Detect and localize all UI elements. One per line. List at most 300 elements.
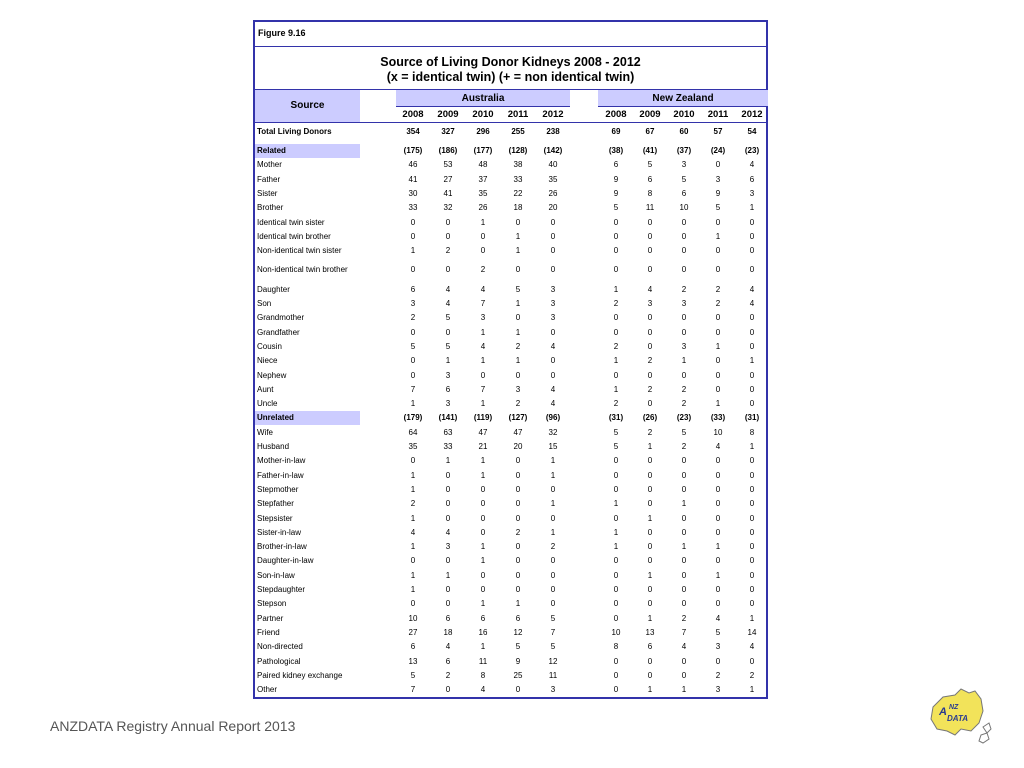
year-header: 2008 [605, 109, 627, 120]
cell-new-zealand-2012: 0 [749, 341, 755, 351]
cell-australia-2011: 0 [515, 685, 521, 695]
cell-australia-2008: 0 [410, 599, 416, 609]
cell-australia-2011: 1 [515, 246, 521, 256]
cell-australia-2009: 4 [445, 527, 451, 537]
row-label: Father [257, 174, 281, 184]
cell-australia-2008: 64 [408, 427, 418, 437]
cell-new-zealand-2010: 2 [681, 399, 687, 409]
cell-new-zealand-2012: 0 [749, 499, 755, 509]
cell-australia-2009: 3 [445, 399, 451, 409]
cell-australia-2012: 0 [550, 370, 556, 380]
table-row [255, 173, 766, 187]
cell-new-zealand-2011: 0 [715, 217, 721, 227]
cell-australia-2009: 5 [445, 313, 451, 323]
cell-new-zealand-2009: 0 [647, 585, 653, 594]
cell-australia-2009: 2 [445, 670, 451, 680]
cell-new-zealand-2012: 1 [749, 356, 755, 366]
cell-new-zealand-2012: 1 [749, 442, 755, 451]
row-label: Cousin [257, 341, 282, 351]
cell-australia-2008: 0 [410, 556, 416, 566]
cell-australia-2010: 0 [480, 484, 486, 494]
cell-australia-2008: 354 [406, 127, 420, 136]
cell-new-zealand-2008: 1 [613, 384, 619, 394]
cell-new-zealand-2008: 2 [613, 399, 619, 409]
year-header: 2009 [437, 109, 459, 120]
cell-australia-2008: 27 [408, 627, 418, 637]
group-header-new-zealand: New Zealand [652, 93, 714, 104]
cell-australia-2011: 5 [515, 642, 521, 652]
table-row [255, 583, 766, 597]
cell-australia-2011: 18 [513, 203, 523, 213]
cell-new-zealand-2011: 0 [715, 556, 721, 566]
table-row [255, 640, 766, 654]
cell-australia-2012: 0 [550, 356, 556, 366]
year-header: 2011 [507, 109, 529, 120]
row-label: Sister-in-law [257, 527, 302, 537]
cell-new-zealand-2010: 10 [679, 203, 689, 213]
cell-australia-2011: 9 [515, 656, 521, 666]
table-row [255, 454, 766, 468]
anzdata-logo-icon [925, 685, 1000, 750]
cell-new-zealand-2010: 7 [681, 627, 687, 637]
cell-new-zealand-2009: 0 [647, 231, 653, 241]
cell-australia-2011: 1 [515, 299, 521, 308]
cell-australia-2008: (179) [403, 413, 423, 423]
cell-new-zealand-2010: 3 [681, 341, 687, 351]
row-label: Non-directed [257, 642, 303, 652]
cell-australia-2011: 0 [515, 556, 521, 566]
cell-new-zealand-2010: 0 [681, 527, 687, 537]
row-label: Non-identical twin sister [257, 246, 342, 256]
row-label: Aunt [257, 384, 274, 394]
cell-new-zealand-2008: 0 [613, 313, 619, 323]
cell-new-zealand-2008: (31) [608, 413, 624, 423]
cell-new-zealand-2009: (26) [642, 413, 658, 423]
svg-text:NZ: NZ [949, 704, 959, 711]
cell-australia-2012: 0 [550, 570, 556, 580]
cell-australia-2012: 32 [548, 427, 558, 437]
table-row [255, 397, 766, 411]
cell-new-zealand-2008: 1 [613, 284, 619, 294]
cell-new-zealand-2012: 2 [749, 670, 755, 680]
cell-new-zealand-2011: 0 [715, 313, 721, 323]
cell-new-zealand-2010: 0 [681, 585, 687, 594]
table-row [255, 497, 766, 511]
cell-australia-2009: 0 [445, 231, 451, 241]
cell-new-zealand-2008: 0 [613, 613, 619, 623]
cell-australia-2008: 13 [408, 656, 418, 666]
cell-australia-2010: 16 [478, 627, 488, 637]
cell-new-zealand-2011: 9 [715, 188, 721, 198]
row-label: Son-in-law [257, 570, 295, 580]
svg-text:DATA: DATA [947, 714, 969, 723]
cell-australia-2010: 8 [480, 670, 486, 680]
cell-australia-2010: 1 [480, 399, 486, 409]
cell-australia-2009: 32 [443, 203, 453, 213]
row-label: Stepmother [257, 484, 299, 494]
cell-new-zealand-2012: 0 [749, 399, 755, 409]
cell-australia-2012: 2 [550, 542, 556, 552]
cell-australia-2009: 0 [445, 685, 451, 695]
cell-australia-2008: 0 [410, 370, 416, 380]
table-row [255, 612, 766, 626]
cell-new-zealand-2009: (41) [642, 146, 658, 155]
cell-new-zealand-2010: 2 [681, 384, 687, 394]
table-row [255, 683, 766, 697]
cell-new-zealand-2012: (23) [744, 146, 760, 155]
cell-australia-2008: 0 [410, 456, 416, 466]
cell-new-zealand-2009: 1 [647, 570, 653, 580]
cell-australia-2012: 0 [550, 599, 556, 609]
cell-new-zealand-2011: 0 [715, 484, 721, 494]
cell-new-zealand-2008: 1 [613, 356, 619, 366]
cell-new-zealand-2008: 0 [613, 513, 619, 523]
cell-australia-2010: 3 [480, 313, 486, 323]
cell-australia-2011: 0 [515, 542, 521, 552]
cell-australia-2008: 2 [410, 313, 416, 323]
row-label: Uncle [257, 399, 278, 409]
cell-new-zealand-2009: 0 [647, 265, 653, 275]
cell-new-zealand-2012: 0 [749, 265, 755, 275]
cell-new-zealand-2010: 0 [681, 656, 687, 666]
cell-australia-2009: 6 [445, 656, 451, 666]
cell-australia-2012: 15 [548, 442, 558, 451]
cell-new-zealand-2008: 5 [613, 442, 619, 451]
figure-label: Figure 9.16 [258, 28, 306, 38]
cell-new-zealand-2011: (24) [710, 146, 726, 155]
cell-new-zealand-2012: 6 [749, 174, 755, 184]
cell-new-zealand-2009: 0 [647, 542, 653, 552]
cell-new-zealand-2011: (33) [710, 413, 726, 423]
row-label: Grandmother [257, 313, 305, 323]
cell-australia-2010: 35 [478, 188, 488, 198]
cell-new-zealand-2008: 0 [613, 556, 619, 566]
cell-new-zealand-2010: 1 [681, 542, 687, 552]
cell-new-zealand-2012: 0 [749, 484, 755, 494]
cell-australia-2012: 11 [548, 670, 558, 680]
cell-new-zealand-2008: 0 [613, 231, 619, 241]
cell-australia-2008: 0 [410, 327, 416, 337]
cell-new-zealand-2008: 5 [613, 203, 619, 213]
cell-new-zealand-2011: 2 [715, 299, 721, 308]
cell-new-zealand-2008: (38) [608, 146, 624, 155]
cell-australia-2008: 1 [410, 542, 416, 552]
cell-new-zealand-2009: 3 [647, 299, 653, 308]
cell-new-zealand-2011: 0 [715, 370, 721, 380]
cell-new-zealand-2010: 0 [681, 599, 687, 609]
cell-new-zealand-2011: 0 [715, 327, 721, 337]
cell-new-zealand-2009: 0 [647, 670, 653, 680]
cell-australia-2011: 22 [513, 188, 523, 198]
cell-australia-2008: 1 [410, 399, 416, 409]
cell-new-zealand-2008: 0 [613, 685, 619, 695]
cell-australia-2008: 46 [408, 160, 418, 170]
cell-new-zealand-2011: 10 [713, 427, 723, 437]
cell-new-zealand-2010: 0 [681, 246, 687, 256]
year-header: 2010 [472, 109, 494, 120]
cell-new-zealand-2008: 0 [613, 456, 619, 466]
cell-new-zealand-2008: 5 [613, 427, 619, 437]
cell-new-zealand-2012: 0 [749, 570, 755, 580]
cell-australia-2012: 4 [550, 399, 556, 409]
cell-australia-2010: (177) [473, 146, 493, 155]
cell-new-zealand-2009: 0 [647, 470, 653, 480]
cell-australia-2009: 0 [445, 499, 451, 509]
cell-australia-2008: 0 [410, 217, 416, 227]
cell-australia-2009: 3 [445, 370, 451, 380]
cell-new-zealand-2009: 0 [647, 456, 653, 466]
row-label: Daughter [257, 284, 290, 294]
row-label: Father-in-law [257, 470, 304, 480]
cell-australia-2012: 238 [546, 127, 560, 136]
year-header: 2012 [542, 109, 564, 120]
cell-australia-2011: 12 [513, 627, 523, 637]
cell-australia-2010: (119) [473, 413, 493, 423]
cell-new-zealand-2010: 3 [681, 160, 687, 170]
cell-australia-2008: 10 [408, 613, 418, 623]
cell-new-zealand-2010: 1 [681, 356, 687, 366]
cell-new-zealand-2010: 0 [681, 313, 687, 323]
table-row [255, 469, 766, 483]
cell-new-zealand-2010: 0 [681, 265, 687, 275]
year-header: 2009 [639, 109, 661, 120]
cell-new-zealand-2009: 2 [647, 356, 653, 366]
cell-new-zealand-2008: 0 [613, 585, 619, 594]
row-label: Unrelated [257, 413, 294, 423]
cell-australia-2010: 7 [480, 384, 486, 394]
cell-new-zealand-2012: 0 [749, 542, 755, 552]
table-row [255, 144, 766, 158]
cell-australia-2011: 20 [513, 442, 523, 451]
cell-australia-2008: 1 [410, 513, 416, 523]
cell-new-zealand-2010: 6 [681, 188, 687, 198]
table-row [255, 569, 766, 583]
table-row [255, 526, 766, 540]
year-header: 2008 [402, 109, 424, 120]
row-label: Other [257, 685, 278, 695]
cell-new-zealand-2008: 1 [613, 499, 619, 509]
cell-australia-2009: 27 [443, 174, 453, 184]
cell-australia-2012: 0 [550, 513, 556, 523]
cell-australia-2010: 48 [478, 160, 488, 170]
cell-new-zealand-2012: 0 [749, 370, 755, 380]
cell-new-zealand-2008: 0 [613, 570, 619, 580]
row-label: Related [257, 146, 286, 155]
table-row [255, 626, 766, 640]
cell-australia-2008: 1 [410, 470, 416, 480]
cell-new-zealand-2011: 1 [715, 542, 721, 552]
table-row [255, 125, 766, 139]
table-row [255, 483, 766, 497]
cell-new-zealand-2009: 0 [647, 246, 653, 256]
cell-new-zealand-2008: 0 [613, 656, 619, 666]
cell-new-zealand-2011: 0 [715, 513, 721, 523]
table-row [255, 216, 766, 230]
table-row [255, 512, 766, 526]
table-row [255, 426, 766, 440]
cell-australia-2012: 1 [550, 499, 556, 509]
cell-australia-2008: 0 [410, 265, 416, 275]
row-label: Stepsister [257, 513, 293, 523]
cell-new-zealand-2008: 69 [611, 127, 621, 136]
cell-australia-2011: 3 [515, 384, 521, 394]
cell-australia-2012: 0 [550, 327, 556, 337]
cell-new-zealand-2012: 1 [749, 685, 755, 695]
cell-australia-2010: 4 [480, 284, 486, 294]
cell-new-zealand-2012: (31) [744, 413, 760, 423]
cell-australia-2011: 2 [515, 341, 521, 351]
cell-australia-2012: 0 [550, 217, 556, 227]
cell-new-zealand-2012: 14 [747, 627, 757, 637]
cell-australia-2009: 0 [445, 265, 451, 275]
cell-australia-2011: 5 [515, 284, 521, 294]
cell-australia-2012: 1 [550, 527, 556, 537]
cell-australia-2010: 1 [480, 642, 486, 652]
cell-australia-2009: 6 [445, 613, 451, 623]
cell-australia-2010: 1 [480, 456, 486, 466]
cell-australia-2010: 11 [478, 656, 488, 666]
cell-new-zealand-2012: 0 [749, 656, 755, 666]
cell-new-zealand-2012: 0 [749, 456, 755, 466]
cell-new-zealand-2011: 0 [715, 499, 721, 509]
row-label: Paired kidney exchange [257, 670, 343, 680]
row-label: Total Living Donors [257, 127, 332, 136]
cell-new-zealand-2012: 0 [749, 246, 755, 256]
cell-new-zealand-2008: 0 [613, 599, 619, 609]
cell-australia-2008: 2 [410, 499, 416, 509]
cell-australia-2012: 0 [550, 585, 556, 594]
row-label: Identical twin brother [257, 231, 331, 241]
cell-australia-2010: 37 [478, 174, 488, 184]
cell-new-zealand-2009: 0 [647, 370, 653, 380]
cell-australia-2009: 327 [441, 127, 455, 136]
cell-new-zealand-2012: 4 [749, 284, 755, 294]
cell-australia-2012: 20 [548, 203, 558, 213]
cell-new-zealand-2009: 11 [645, 203, 655, 213]
cell-australia-2009: 4 [445, 299, 451, 308]
cell-new-zealand-2008: 1 [613, 527, 619, 537]
cell-australia-2008: 1 [410, 570, 416, 580]
cell-new-zealand-2008: 0 [613, 265, 619, 275]
cell-australia-2009: 0 [445, 599, 451, 609]
cell-new-zealand-2009: 0 [647, 399, 653, 409]
row-label: Identical twin sister [257, 217, 325, 227]
cell-new-zealand-2011: 1 [715, 341, 721, 351]
cell-new-zealand-2012: 1 [749, 203, 755, 213]
cell-australia-2009: 63 [443, 427, 453, 437]
cell-new-zealand-2010: 2 [681, 284, 687, 294]
cell-australia-2010: 0 [480, 513, 486, 523]
cell-australia-2011: 0 [515, 313, 521, 323]
cell-new-zealand-2008: 0 [613, 327, 619, 337]
cell-new-zealand-2011: 4 [715, 442, 721, 451]
cell-australia-2008: 7 [410, 685, 416, 695]
cell-australia-2012: 3 [550, 685, 556, 695]
cell-australia-2009: 0 [445, 513, 451, 523]
cell-new-zealand-2009: 0 [647, 327, 653, 337]
cell-australia-2011: 6 [515, 613, 521, 623]
table-row [255, 230, 766, 244]
cell-new-zealand-2011: 1 [715, 231, 721, 241]
cell-new-zealand-2009: 0 [647, 217, 653, 227]
cell-australia-2011: 0 [515, 585, 521, 594]
cell-australia-2012: 0 [550, 556, 556, 566]
cell-new-zealand-2010: 0 [681, 670, 687, 680]
cell-australia-2008: 1 [410, 585, 416, 594]
cell-new-zealand-2008: 0 [613, 246, 619, 256]
table-row [255, 244, 766, 258]
cell-new-zealand-2008: 0 [613, 370, 619, 380]
footer-text: ANZDATA Registry Annual Report 2013 [50, 718, 296, 734]
cell-australia-2011: (127) [508, 413, 528, 423]
cell-australia-2009: (186) [438, 146, 458, 155]
cell-australia-2012: 0 [550, 265, 556, 275]
cell-australia-2011: 0 [515, 513, 521, 523]
cell-australia-2012: 5 [550, 642, 556, 652]
year-header: 2012 [741, 109, 763, 120]
cell-new-zealand-2009: 4 [647, 284, 653, 294]
cell-australia-2012: 0 [550, 484, 556, 494]
cell-australia-2010: 2 [480, 265, 486, 275]
row-label: Brother-in-law [257, 542, 307, 552]
cell-australia-2010: 1 [480, 470, 486, 480]
cell-australia-2010: 0 [480, 231, 486, 241]
table-row [255, 655, 766, 669]
cell-australia-2010: 0 [480, 246, 486, 256]
cell-australia-2010: 296 [476, 127, 490, 136]
cell-australia-2012: 5 [550, 613, 556, 623]
table-row [255, 540, 766, 554]
cell-new-zealand-2010: 1 [681, 499, 687, 509]
cell-australia-2009: 2 [445, 246, 451, 256]
cell-australia-2010: 0 [480, 527, 486, 537]
cell-new-zealand-2011: 57 [713, 127, 723, 136]
cell-new-zealand-2009: 2 [647, 427, 653, 437]
cell-new-zealand-2008: 9 [613, 174, 619, 184]
cell-new-zealand-2009: 0 [647, 656, 653, 666]
cell-new-zealand-2012: 0 [749, 327, 755, 337]
cell-new-zealand-2011: 2 [715, 284, 721, 294]
cell-australia-2011: 0 [515, 570, 521, 580]
row-label: Stepdaughter [257, 585, 306, 594]
cell-new-zealand-2011: 0 [715, 470, 721, 480]
cell-australia-2009: 0 [445, 585, 451, 594]
cell-australia-2008: 5 [410, 341, 416, 351]
cell-australia-2009: 41 [443, 188, 453, 198]
cell-new-zealand-2012: 0 [749, 599, 755, 609]
table-row [255, 263, 766, 277]
cell-new-zealand-2012: 0 [749, 556, 755, 566]
row-label: Pathological [257, 656, 301, 666]
cell-australia-2011: 25 [513, 670, 523, 680]
cell-new-zealand-2009: 0 [647, 484, 653, 494]
cell-new-zealand-2010: 5 [681, 427, 687, 437]
cell-new-zealand-2010: 0 [681, 556, 687, 566]
cell-australia-2012: 12 [548, 656, 558, 666]
cell-australia-2008: 6 [410, 284, 416, 294]
cell-australia-2012: 1 [550, 470, 556, 480]
cell-australia-2010: 47 [478, 427, 488, 437]
cell-new-zealand-2011: 0 [715, 384, 721, 394]
cell-new-zealand-2010: 0 [681, 327, 687, 337]
cell-australia-2011: 47 [513, 427, 523, 437]
svg-text:A: A [939, 706, 947, 718]
cell-new-zealand-2012: 0 [749, 585, 755, 594]
row-label: Mother [257, 160, 282, 170]
source-header: Source [290, 100, 325, 111]
table-row [255, 369, 766, 383]
cell-australia-2008: 7 [410, 384, 416, 394]
